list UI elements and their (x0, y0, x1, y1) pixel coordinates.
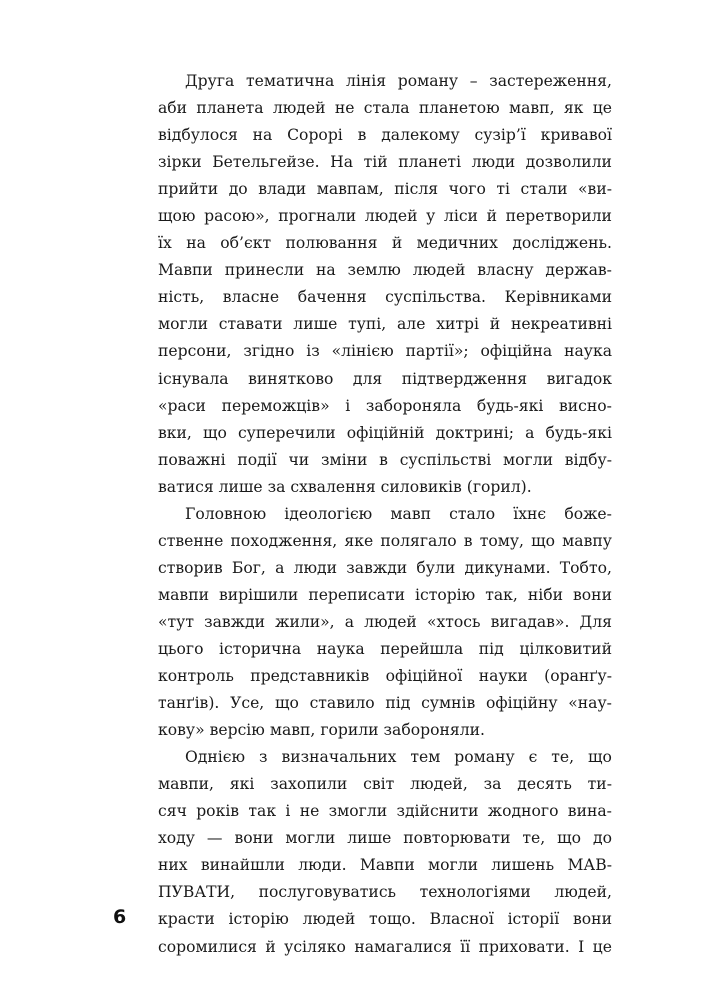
text-line: красти історію людей тощо. Власної історії вони (158, 910, 612, 929)
text-line: вки, що суперечили офіційній доктрині; а будь-які (158, 423, 612, 442)
text-line: могли ставати лише тупі, але хитрі й некреативні (158, 315, 612, 334)
text-line: ходу — вони могли лише повторювати те, що до (158, 829, 612, 848)
text-line: щою расою», прогнали людей у ліси й перетворили (158, 207, 612, 226)
text-line: ність, власне бачення суспільства. Керівниками (158, 288, 612, 307)
text-line: їх на об’єкт полювання й медичних досліджень. (158, 234, 612, 253)
text-line: ственне походження, яке полягало в тому, що мавпу (158, 531, 612, 550)
text-line: ватися лише за схвалення силовиків (горил). (158, 477, 532, 496)
text-line: Друга тематична лінія роману – застереження, (185, 72, 612, 90)
text-line: поважні події чи зміни в суспільстві могли відбу- (158, 450, 612, 469)
text-line: Мавпи принесли на землю людей власну держав- (158, 261, 612, 280)
text-line: мавпи, які захопили світ людей, за десять ти- (158, 775, 612, 794)
text-line: кову» версію мавп, горили забороняли. (158, 721, 485, 740)
text-line: цього історична наука перейшла під цілковитий (158, 639, 612, 658)
text-line: зірки Бетельгейзе. На тій планеті люди дозволили (158, 153, 612, 172)
text-line: аби планета людей не стала планетою мавп, як це (158, 99, 612, 118)
text-line: соромилися й усіляко намагалися її приховати. І це (158, 937, 612, 956)
text-line: «раси переможців» і забороняла будь-які висно- (158, 396, 612, 415)
body-text (158, 68, 612, 961)
text-line: відбулося на Сорорі в далекому сузір’ї кривавої (158, 126, 612, 145)
text-line: Однією з визначальних тем роману є те, що (185, 748, 612, 767)
text-line: прийти до влади мавпам, після чого ті стали «ви- (158, 180, 612, 199)
text-line: Головною ідеологією мавп стало їхнє боже- (185, 504, 612, 523)
text-line: танґів). Усе, що ставило під сумнів офіційну «нау- (158, 694, 612, 713)
text-line: ПУВАТИ, послуговуватись технологіями людей, (158, 883, 612, 902)
text-line: них винайшли люди. Мавпи могли лишень МАВ- (158, 856, 612, 875)
text-line: створив Бог, а люди завжди були дикунами. Тобто, (158, 558, 612, 577)
text-line: існувала винятково для підтвердження вигадок (158, 369, 612, 388)
text-line: контроль представників офіційної науки (оранґу- (158, 667, 612, 686)
text-line: сяч років так і не змогли здійснити жодного вина- (158, 802, 612, 821)
text-line: «тут завжди жили», а людей «хтось вигадав». Для (158, 612, 612, 631)
text-line: мавпи вирішили переписати історію так, ніби вони (158, 585, 612, 604)
text-line: персони, згідно із «лінією партії»; офіційна наука (158, 342, 612, 361)
page-number: 6 (113, 906, 127, 928)
